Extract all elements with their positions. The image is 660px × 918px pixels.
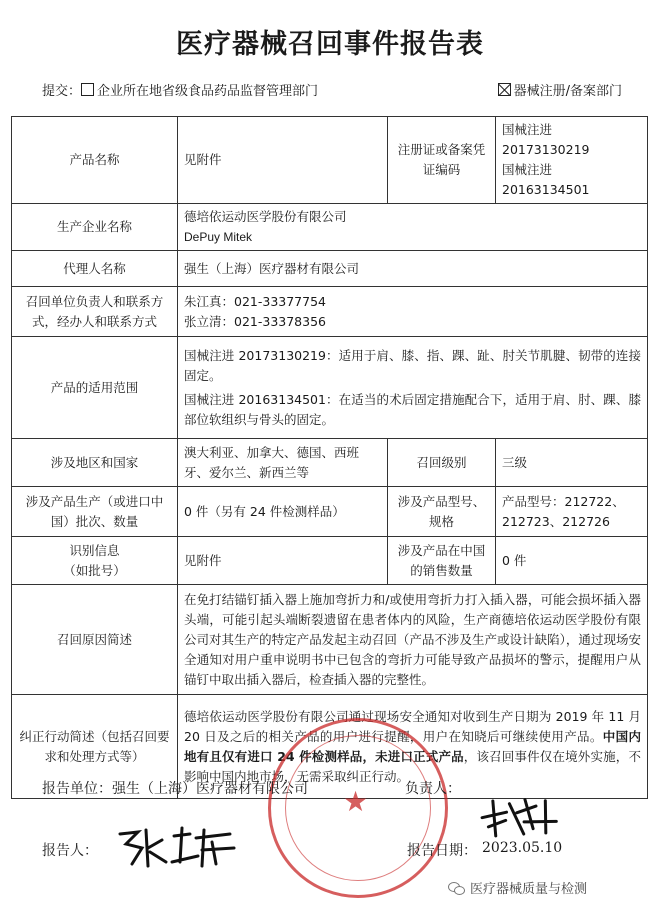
reason-label: 召回原因简述 [12, 585, 178, 695]
scope-value [178, 337, 648, 439]
level-value: 三级 [496, 439, 648, 487]
ident-label-1: 识别信息 [69, 542, 120, 558]
reg-cert-2: 国械注进 20163134501 [502, 162, 590, 197]
recall-form-table [11, 116, 648, 799]
report-date-label: 报告日期： [407, 843, 477, 859]
responsible-label: 负责人： [405, 781, 461, 797]
reporter-signature-icon [112, 822, 242, 872]
action-text-1: 德培依运动医学股份有限公司通过现场安全通知对收到生产日期为 2019 年 11 月 20 日及之后的相关产品的用户进行提醒，用户在知晓后可继续使用产品。 [184, 708, 641, 744]
contact-1: 朱江真：021-33377754 [184, 293, 326, 309]
reg-cert-values [496, 117, 648, 204]
reporter-label: 报告人： [42, 843, 98, 859]
manufacturer-label: 生产企业名称 [12, 204, 178, 251]
form-title: 医疗器械召回事件报告表 [176, 29, 484, 60]
reg-cert-label: 注册证或备案凭证编码 [388, 117, 496, 204]
checkbox-province[interactable] [81, 83, 94, 96]
ident-label-2: （如批号） [63, 562, 126, 578]
reg-cert-1: 国械注进 20173130219 [502, 122, 590, 157]
agent-label: 代理人名称 [12, 251, 178, 287]
product-name-label: 产品名称 [12, 117, 178, 204]
report-unit: 报告单位：强生（上海）医疗器材有限公司 [42, 781, 308, 797]
reporter-signature [112, 822, 242, 876]
region-value: 澳大利亚、加拿大、德国、西班牙、爱尔兰、新西兰等 [178, 439, 388, 487]
china-sales-label: 涉及产品在中国的销售数量 [388, 537, 496, 585]
seal-star-icon: ★ [343, 785, 369, 818]
manufacturer-cn: 德培依运动医学股份有限公司 [184, 209, 347, 224]
scope-1: 国械注进 20173130219：适用于肩、膝、指、踝、趾、肘关节肌腱、韧带的连接固定。 [184, 347, 641, 383]
report-date: 2023.05.10 [482, 840, 563, 856]
action-text-2: ，该召回事件仅在境外实施，不影响中国内地市场，无需采取纠正行动。 [184, 748, 641, 784]
model-value: 产品型号：212722、212723、212726 [496, 487, 648, 537]
product-name-value: 见附件 [178, 117, 388, 204]
checkbox-registration[interactable] [498, 83, 511, 96]
scope-2: 国械注进 20163134501：在适当的术后固定措施配合下，适用于肩、肘、踝、膝部位软组织与骨头的固定。 [184, 391, 641, 427]
contact-values [178, 287, 648, 337]
ident-label [12, 537, 178, 585]
batch-label: 涉及产品生产（或进口中国）批次、数量 [12, 487, 178, 537]
checkbox-province-label: 企业所在地省级食品药品监督管理部门 [97, 84, 319, 99]
ident-value: 见附件 [178, 537, 388, 585]
region-label: 涉及地区和国家 [12, 439, 178, 487]
watermark-text: 医疗器械质量与检测 [470, 882, 588, 897]
agent-value: 强生（上海）医疗器材有限公司 [178, 251, 648, 287]
china-sales-value: 0 件 [496, 537, 648, 585]
model-label: 涉及产品型号、规格 [388, 487, 496, 537]
reason-value: 在免打结锚钉插入器上施加弯折力和/或使用弯折力打入插入器，可能会损坏插入器头端，可能引起头端断裂遗留在患者体内的风险，生产商德培依运动医学股份有限公司对其生产的特定产品发起主动召回（产品不涉及生产或设计缺陷），通过现场安全通知对用户重申说明书中已包含的弯折力可能导致产品损坏的警示，提醒用户从锚钉中取出插入器后，检查插入器的完整性。 [178, 585, 648, 695]
level-label: 召回级别 [388, 439, 496, 487]
contact-label: 召回单位负责人和联系方式，经办人和联系方式 [12, 287, 178, 337]
submit-row [42, 80, 622, 99]
action-text-bold: 中国内地有且仅有进口 24 件检测样品，未进口正式产品 [184, 728, 641, 764]
contact-2: 张立清：021-33378356 [184, 313, 326, 329]
company-seal [268, 718, 448, 898]
watermark [448, 878, 587, 897]
manufacturer-value [178, 204, 648, 251]
submit-label: 提交： [42, 84, 82, 99]
wechat-icon [448, 880, 466, 896]
manufacturer-en: DePuy Mitek [184, 230, 253, 244]
checkbox-registration-label: 器械注册/备案部门 [513, 84, 622, 99]
scope-label: 产品的适用范围 [12, 337, 178, 439]
batch-value: 0 件（另有 24 件检测样品） [178, 487, 388, 537]
action-label: 纠正行动简述（包括召回要求和处理方式等） [12, 695, 178, 799]
